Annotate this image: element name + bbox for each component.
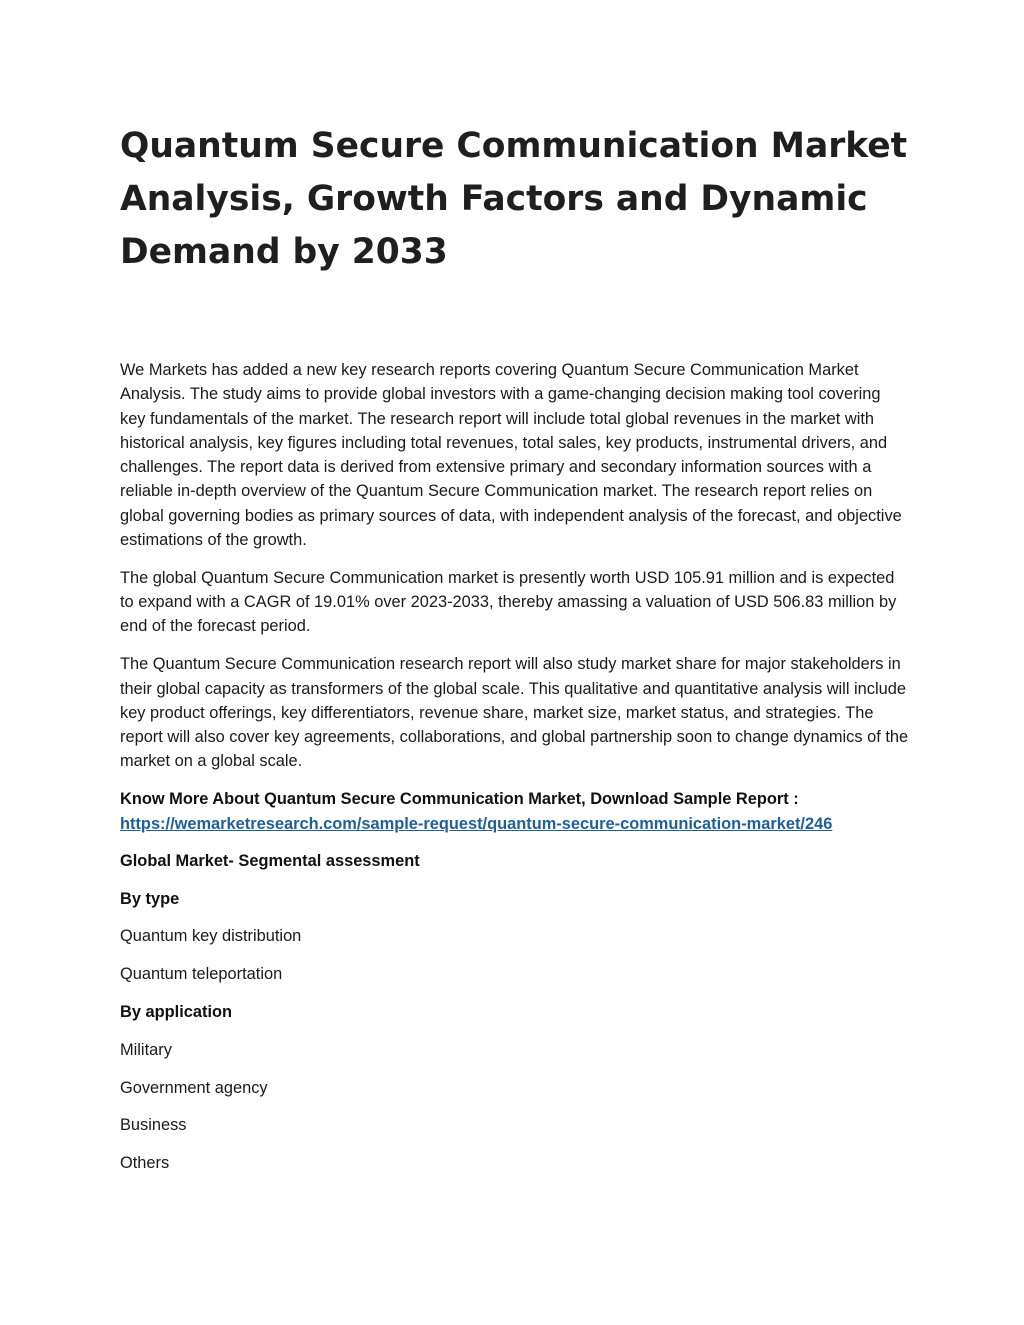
- list-item: Others: [120, 1154, 170, 1173]
- list-item: Quantum key distribution: [120, 927, 302, 946]
- sample-report-text: Know More About Quantum Secure Communication Market, Download Sample Report :: [120, 790, 799, 809]
- list-item: Military: [120, 1040, 172, 1059]
- list-item: Business: [120, 1116, 187, 1135]
- by-type-heading: By type: [120, 889, 180, 908]
- market-share-paragraph: The Quantum Secure Communication research report will also study market share for major stakeholders in their global capacity as transformers of the global scale. This qualitative and quantitative analysis will include key product offerings, key differentiators, revenue share, market size, market status, and strategies. The report will also cover key agreements, collaborations, and global partnership soon to change dynamics of the market on a global scale.: [120, 655, 909, 771]
- page-title: Quantum Secure Communication Market Analysis, Growth Factors and Dynamic Demand by 2033: [120, 126, 908, 272]
- intro-paragraph: We Markets has added a new key research reports covering Quantum Secure Communication Market Analysis. The study aims to provide global investors with a game-changing decision making tool covering key fundamentals of the market. The research report will include total global revenues in the market with historical analysis, key figures including total revenues, total sales, key products, instrumental drivers, and challenges. The report data is derived from extensive primary and secondary information sources with a reliable in-depth overview of the Quantum Secure Communication market. The research report relies on global governing bodies as primary sources of data, with independent analysis of the forecast, and objective estimations of the growth.: [120, 361, 902, 550]
- sample-report-link[interactable]: https://wemarketresearch.com/sample-request/quantum-secure-communication-market/246: [120, 814, 833, 833]
- market-value-paragraph: The global Quantum Secure Communication market is presently worth USD 105.91 million and is expected to expand with a CAGR of 19.01% over 2023-2033, thereby amassing a valuation of USD 506.83 million by end of the forecast period.: [120, 568, 897, 636]
- list-item: Quantum teleportation: [120, 965, 283, 984]
- document-body: [120, 358, 910, 1189]
- list-item: Government agency: [120, 1078, 268, 1097]
- by-application-heading: By application: [120, 1003, 233, 1022]
- sample-report-callout: [120, 787, 910, 836]
- segment-heading: Global Market- Segmental assessment: [120, 851, 420, 870]
